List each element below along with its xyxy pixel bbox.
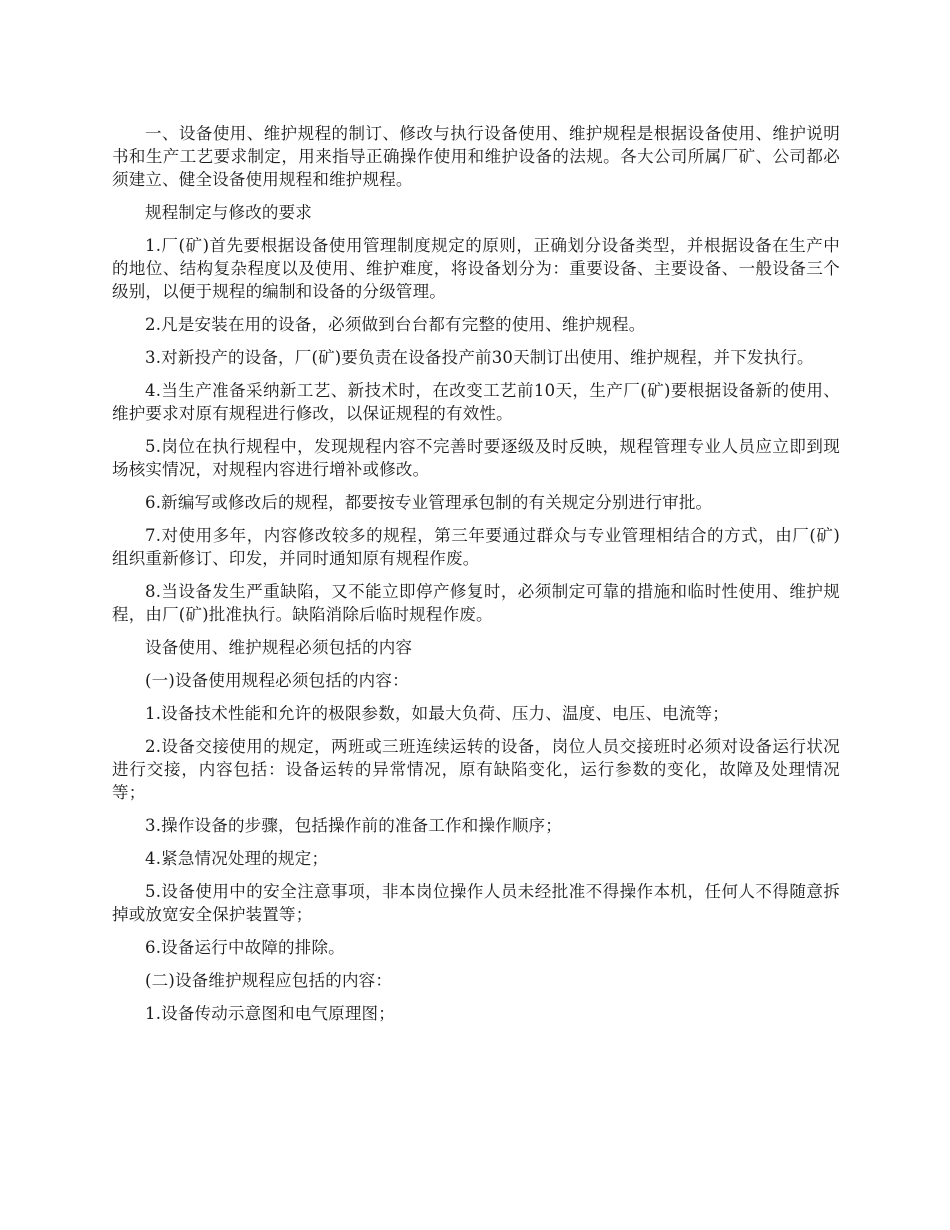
- requirement-item-5: 5.岗位在执行规程中，发现规程内容不完善时要逐级及时反映，规程管理专业人员应立即到现场核实情况，对规程内容进行增补或修改。: [112, 437, 840, 479]
- subsection-heading-maintenance: (二)设备维护规程应包括的内容：: [145, 971, 393, 990]
- requirement-item-8: 8.当设备发生严重缺陷，又不能立即停产修复时，必须制定可靠的措施和临时性使用、维护规程，由厂(矿)批准执行。缺陷消除后临时规程作废。: [112, 582, 840, 624]
- usage-item-3: 3.操作设备的步骤，包括操作前的准备工作和操作顺序；: [145, 816, 562, 835]
- usage-item-2: 2.设备交接使用的规定，两班或三班连续运转的设备，岗位人员交接班时必须对设备运行状况进行交接，内容包括：设备运转的异常情况，原有缺陷变化，运行参数的变化，故障及处理情况等；: [112, 737, 840, 802]
- requirement-item-3: 3.对新投产的设备，厂(矿)要负责在设备投产前30天制订出使用、维护规程，并下发执行。: [145, 348, 814, 367]
- requirement-item-1: 1.厂(矿)首先要根据设备使用管理制度规定的原则，正确划分设备类型，并根据设备在生产中的地位、结构复杂程度以及使用、维护难度，将设备划分为：重要设备、主要设备、一般设备三个级别，以便于规程的编制和设备的分级管理。: [112, 236, 840, 301]
- subsection-heading-usage: (一)设备使用规程必须包括的内容：: [145, 671, 409, 690]
- maintenance-item-1: 1.设备传动示意图和电气原理图；: [145, 1004, 395, 1023]
- requirement-item-4: 4.当生产准备采纳新工艺、新技术时，在改变工艺前10天，生产厂(矿)要根据设备新的使用、维护要求对原有规程进行修改，以保证规程的有效性。: [112, 381, 840, 423]
- usage-item-4: 4.紧急情况处理的规定；: [145, 849, 329, 868]
- intro-paragraph: 一、设备使用、维护规程的制订、修改与执行设备使用、维护规程是根据设备使用、维护说明书和生产工艺要求制定，用来指导正确操作使用和维护设备的法规。各大公司所属厂矿、公司都必须建立、健全设备使用规程和维护规程。: [112, 124, 840, 189]
- requirement-item-6: 6.新编写或修改后的规程，都要按专业管理承包制的有关规定分别进行审批。: [145, 493, 713, 512]
- usage-item-1: 1.设备技术性能和允许的极限参数，如最大负荷、压力、温度、电压、电流等；: [145, 704, 729, 723]
- section-heading-requirements: 规程制定与修改的要求: [145, 203, 312, 222]
- requirement-item-7: 7.对使用多年，内容修改较多的规程，第三年要通过群众与专业管理相结合的方式，由厂(矿)组织重新修订、印发，并同时通知原有规程作废。: [112, 526, 840, 568]
- requirement-item-2: 2.凡是安装在用的设备，必须做到台台都有完整的使用、维护规程。: [145, 315, 646, 334]
- section-heading-contents: 设备使用、维护规程必须包括的内容: [145, 638, 413, 657]
- usage-item-6: 6.设备运行中故障的排除。: [145, 938, 345, 957]
- usage-item-5: 5.设备使用中的安全注意事项，非本岗位操作人员未经批准不得操作本机，任何人不得随意拆掉或放宽安全保护装置等；: [112, 882, 840, 924]
